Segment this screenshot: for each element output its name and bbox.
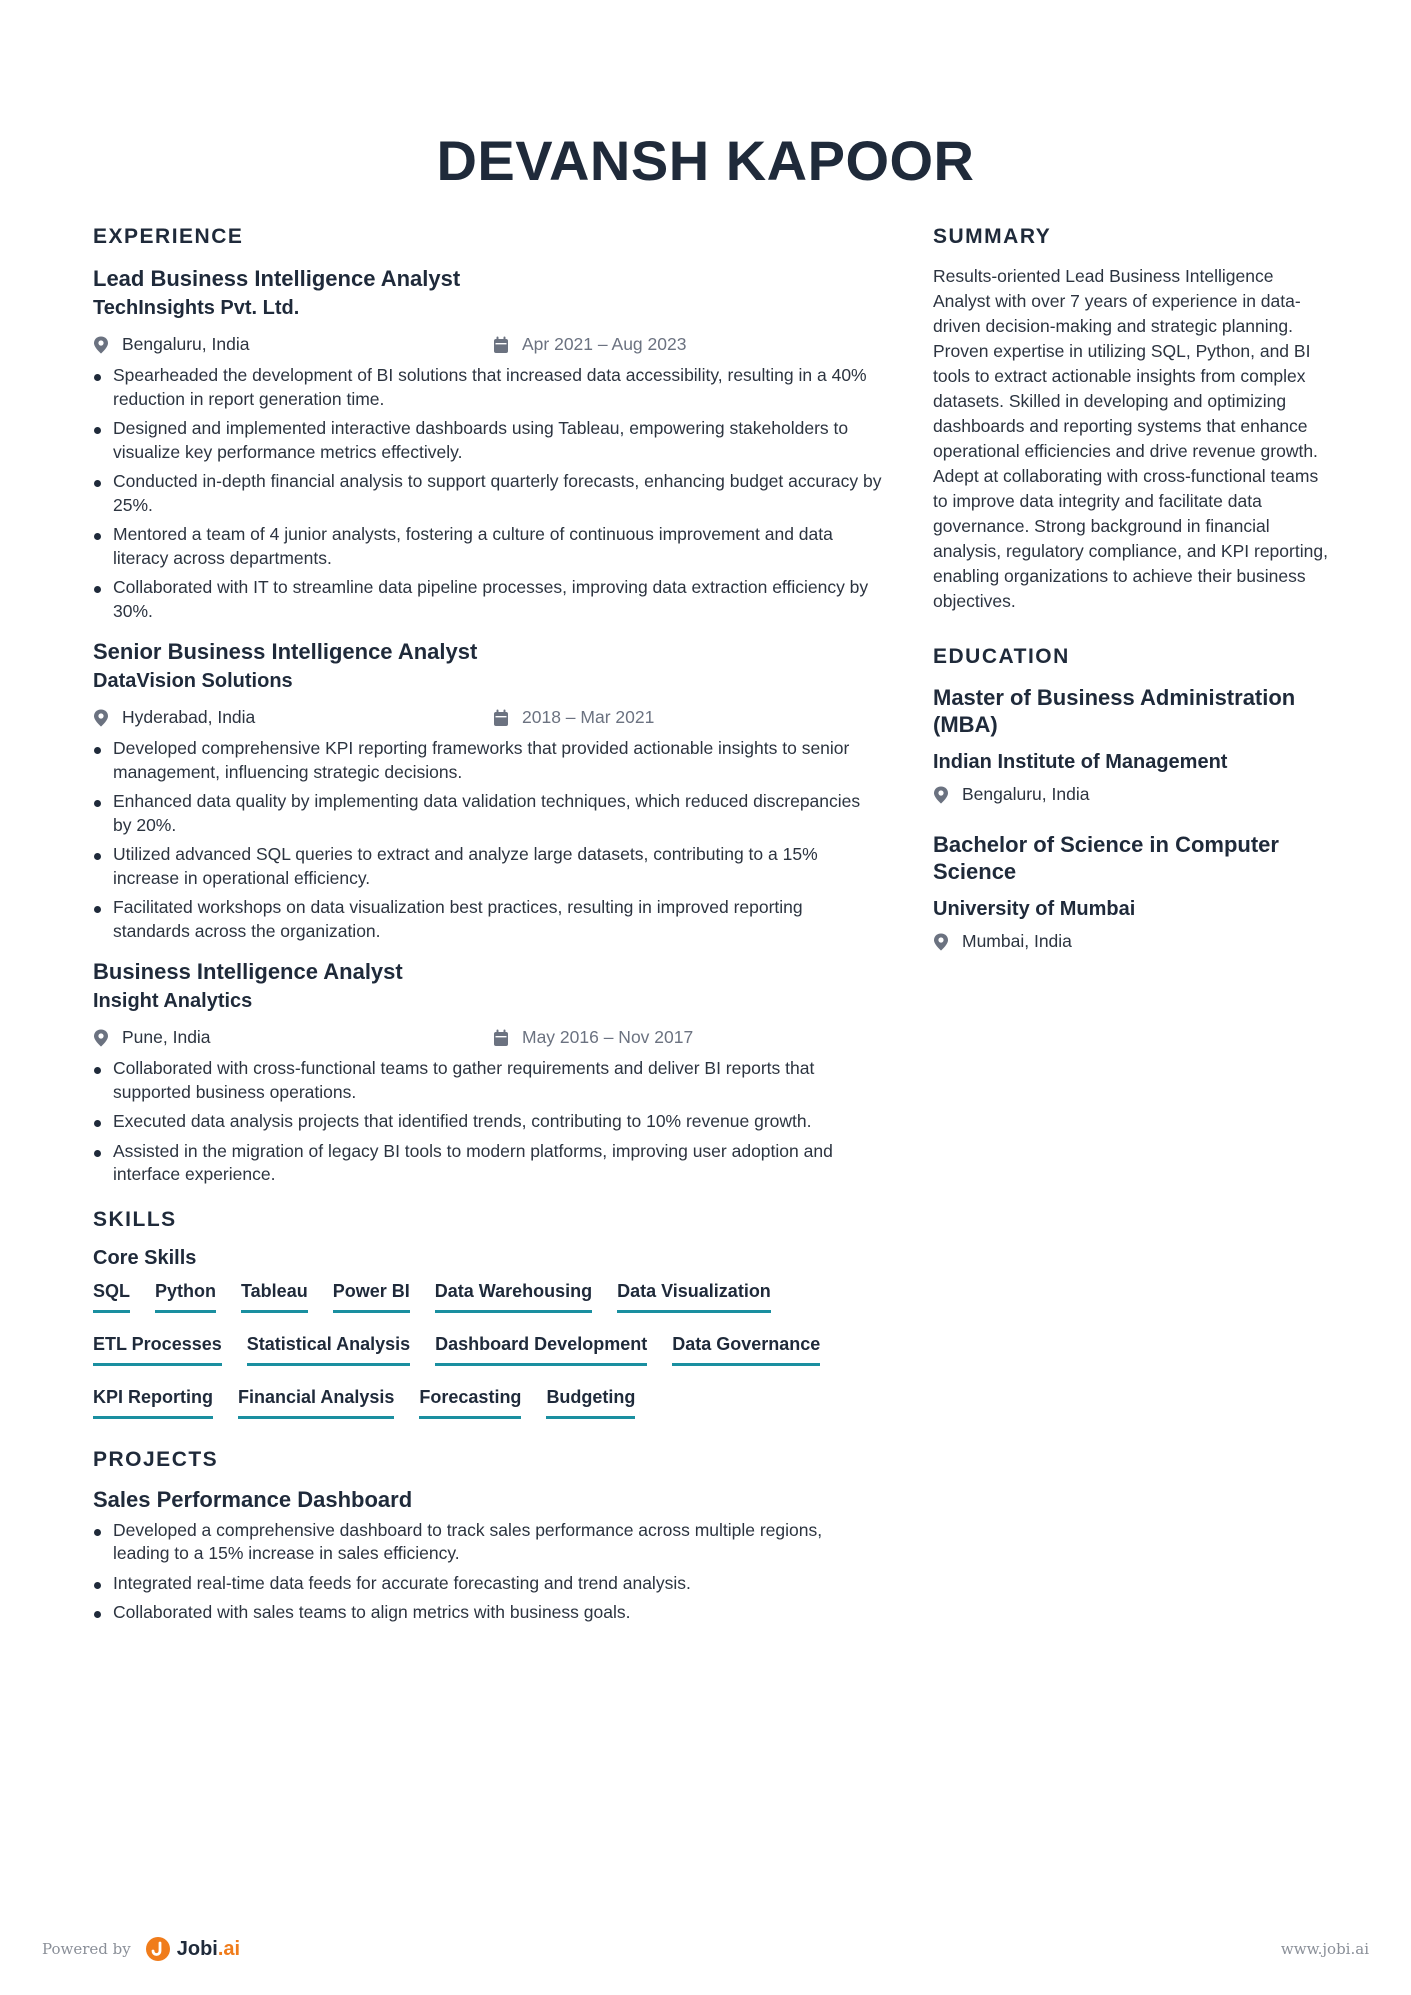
- calendar-icon: [493, 336, 509, 354]
- core-skills-subtitle: Core Skills: [93, 1246, 197, 1269]
- right-column: [933, 224, 1333, 978]
- skill-tag: Forecasting: [419, 1386, 521, 1419]
- edu-location: [933, 784, 1333, 805]
- job-title: Business Intelligence Analyst: [93, 959, 403, 984]
- skill-tag: Power BI: [333, 1280, 410, 1313]
- project-entry: [93, 1487, 873, 1625]
- map-pin-icon: [933, 933, 949, 951]
- bullet-item: Executed data analysis projects that identified trends, contributing to 10% revenue growth.: [93, 1110, 883, 1134]
- skill-tag: Statistical Analysis: [247, 1333, 410, 1366]
- job-dates-text: May 2016 – Nov 2017: [522, 1027, 694, 1047]
- edu-location: [933, 931, 1333, 952]
- job-title: Senior Business Intelligence Analyst: [93, 639, 478, 664]
- skill-tag: ETL Processes: [93, 1333, 222, 1366]
- job-meta: [93, 330, 873, 360]
- job-bullets: [93, 364, 882, 623]
- powered-by: [42, 1936, 240, 1962]
- bullet-item: Spearheaded the development of BI solutions that increased data accessibility, resulting in a 40% reduction in report generation time.: [93, 364, 883, 411]
- projects-heading: PROJECTS: [93, 1447, 219, 1471]
- skill-tag: Financial Analysis: [238, 1386, 394, 1419]
- job-company: DataVision Solutions: [93, 670, 293, 692]
- education-list: [933, 684, 1333, 952]
- experience-entry: [93, 957, 873, 1187]
- job-bullets: [93, 737, 873, 943]
- skill-tag: Python: [155, 1280, 216, 1313]
- bullet-item: Conducted in-depth financial analysis to support quarterly forecasts, enhancing budget accuracy by 25%.: [93, 470, 883, 517]
- map-pin-icon: [93, 709, 109, 727]
- map-pin-icon: [93, 336, 109, 354]
- summary-text: Results-oriented Lead Business Intelligence Analyst with over 7 years of experience in data-driven decision-making and strategic planning. Proven expertise in utilizing SQL, Python, and BI tools to extract actionable insights from complex datasets. Skilled in developing and optimizing dashboards and reporting systems that enhance operational efficiencies and drive revenue growth. Adept at collaborating with cross-functional teams to improve data integrity and facilitate data governance. Strong background in financial analysis, regulatory compliance, and KPI reporting, enabling organizations to achieve their business objectives.: [933, 266, 1328, 611]
- brand-main: Jobi: [176, 1937, 218, 1960]
- education-entry: [933, 831, 1333, 952]
- edu-location-text: Mumbai, India: [962, 931, 1072, 951]
- job-dates-text: 2018 – Mar 2021: [522, 707, 655, 727]
- website-link[interactable]: www.jobi.ai: [1280, 1940, 1369, 1958]
- education-entry: [933, 684, 1333, 805]
- job-location-text: Hyderabad, India: [122, 707, 256, 727]
- brand-suffix: .ai: [217, 1937, 241, 1960]
- skill-tag: Budgeting: [546, 1386, 635, 1419]
- experience-entry: [93, 264, 882, 623]
- jobi-logo-text[interactable]: [177, 1938, 240, 1961]
- edu-school: Indian Institute of Management: [933, 751, 1228, 773]
- project-bullets: [93, 1519, 873, 1625]
- job-location-text: Bengaluru, India: [122, 334, 250, 354]
- job-location-text: Pune, India: [122, 1027, 211, 1047]
- job-dates: [493, 334, 686, 355]
- project-title: Sales Performance Dashboard: [93, 1486, 413, 1512]
- education-heading: EDUCATION: [933, 645, 1070, 668]
- map-pin-icon: [933, 786, 949, 804]
- job-company: TechInsights Pvt. Ltd.: [93, 297, 300, 319]
- job-dates: [493, 1027, 693, 1048]
- job-location: [93, 1027, 211, 1048]
- experience-entry: [93, 637, 873, 943]
- skill-tag: SQL: [93, 1280, 130, 1313]
- skills-heading: SKILLS: [93, 1207, 177, 1231]
- experience-heading: EXPERIENCE: [93, 225, 244, 248]
- job-location: [93, 334, 249, 355]
- bullet-item: Collaborated with cross-functional teams to gather requirements and deliver BI reports that supported business operations.: [93, 1057, 883, 1104]
- bullet-item: Developed comprehensive KPI reporting frameworks that provided actionable insights to senior management, influencing strategic decisions.: [93, 737, 883, 784]
- calendar-icon: [493, 1029, 509, 1047]
- skill-tag: Data Governance: [672, 1333, 820, 1366]
- left-column: [93, 224, 882, 1631]
- candidate-name: DEVANSH KAPOOR: [436, 129, 975, 192]
- job-meta: [93, 703, 873, 733]
- jobi-logo-icon: [145, 1936, 171, 1962]
- skill-tag: Data Warehousing: [435, 1280, 592, 1313]
- bullet-item: Mentored a team of 4 junior analysts, fostering a culture of continuous improvement and data literacy across departments.: [93, 523, 883, 570]
- skills-list: [93, 1280, 873, 1419]
- bullet-item: Developed a comprehensive dashboard to track sales performance across multiple regions, leading to a 15% increase in sales efficiency.: [93, 1519, 883, 1566]
- experience-list: [93, 264, 882, 1187]
- map-pin-icon: [93, 1029, 109, 1047]
- job-dates-text: Apr 2021 – Aug 2023: [522, 334, 687, 354]
- bullet-item: Designed and implemented interactive dashboards using Tableau, empowering stakeholders to visualize key performance metrics effectively.: [93, 417, 883, 464]
- bullet-item: Integrated real-time data feeds for accurate forecasting and trend analysis.: [93, 1572, 883, 1596]
- edu-degree: Bachelor of Science in Computer Science: [933, 832, 1279, 884]
- projects-list: [93, 1487, 873, 1625]
- job-company: Insight Analytics: [93, 990, 253, 1012]
- job-bullets: [93, 1057, 873, 1187]
- bullet-item: Enhanced data quality by implementing data validation techniques, which reduced discrepancies by 20%.: [93, 790, 883, 837]
- job-meta: [93, 1023, 873, 1053]
- job-dates: [493, 707, 654, 728]
- summary-heading: SUMMARY: [933, 225, 1052, 248]
- bullet-item: Assisted in the migration of legacy BI tools to modern platforms, improving user adoption and interface experience.: [93, 1140, 883, 1187]
- skill-tag: Data Visualization: [617, 1280, 771, 1313]
- skill-tag: KPI Reporting: [93, 1386, 213, 1419]
- skill-tag: Tableau: [241, 1280, 308, 1313]
- job-location: [93, 707, 255, 728]
- bullet-item: Facilitated workshops on data visualization best practices, resulting in improved reporting standards across the organization.: [93, 896, 883, 943]
- edu-school: University of Mumbai: [933, 898, 1136, 920]
- edu-degree: Master of Business Administration (MBA): [933, 685, 1296, 737]
- job-title: Lead Business Intelligence Analyst: [93, 266, 461, 291]
- calendar-icon: [493, 709, 509, 727]
- skill-tag: Dashboard Development: [435, 1333, 647, 1366]
- edu-location-text: Bengaluru, India: [962, 784, 1090, 804]
- bullet-item: Collaborated with sales teams to align metrics with business goals.: [93, 1601, 883, 1625]
- powered-by-label: Powered by: [42, 1940, 131, 1958]
- bullet-item: Collaborated with IT to streamline data pipeline processes, improving data extraction efficiency by 30%.: [93, 576, 883, 623]
- bullet-item: Utilized advanced SQL queries to extract and analyze large datasets, contributing to a 15% increase in operational efficiency.: [93, 843, 883, 890]
